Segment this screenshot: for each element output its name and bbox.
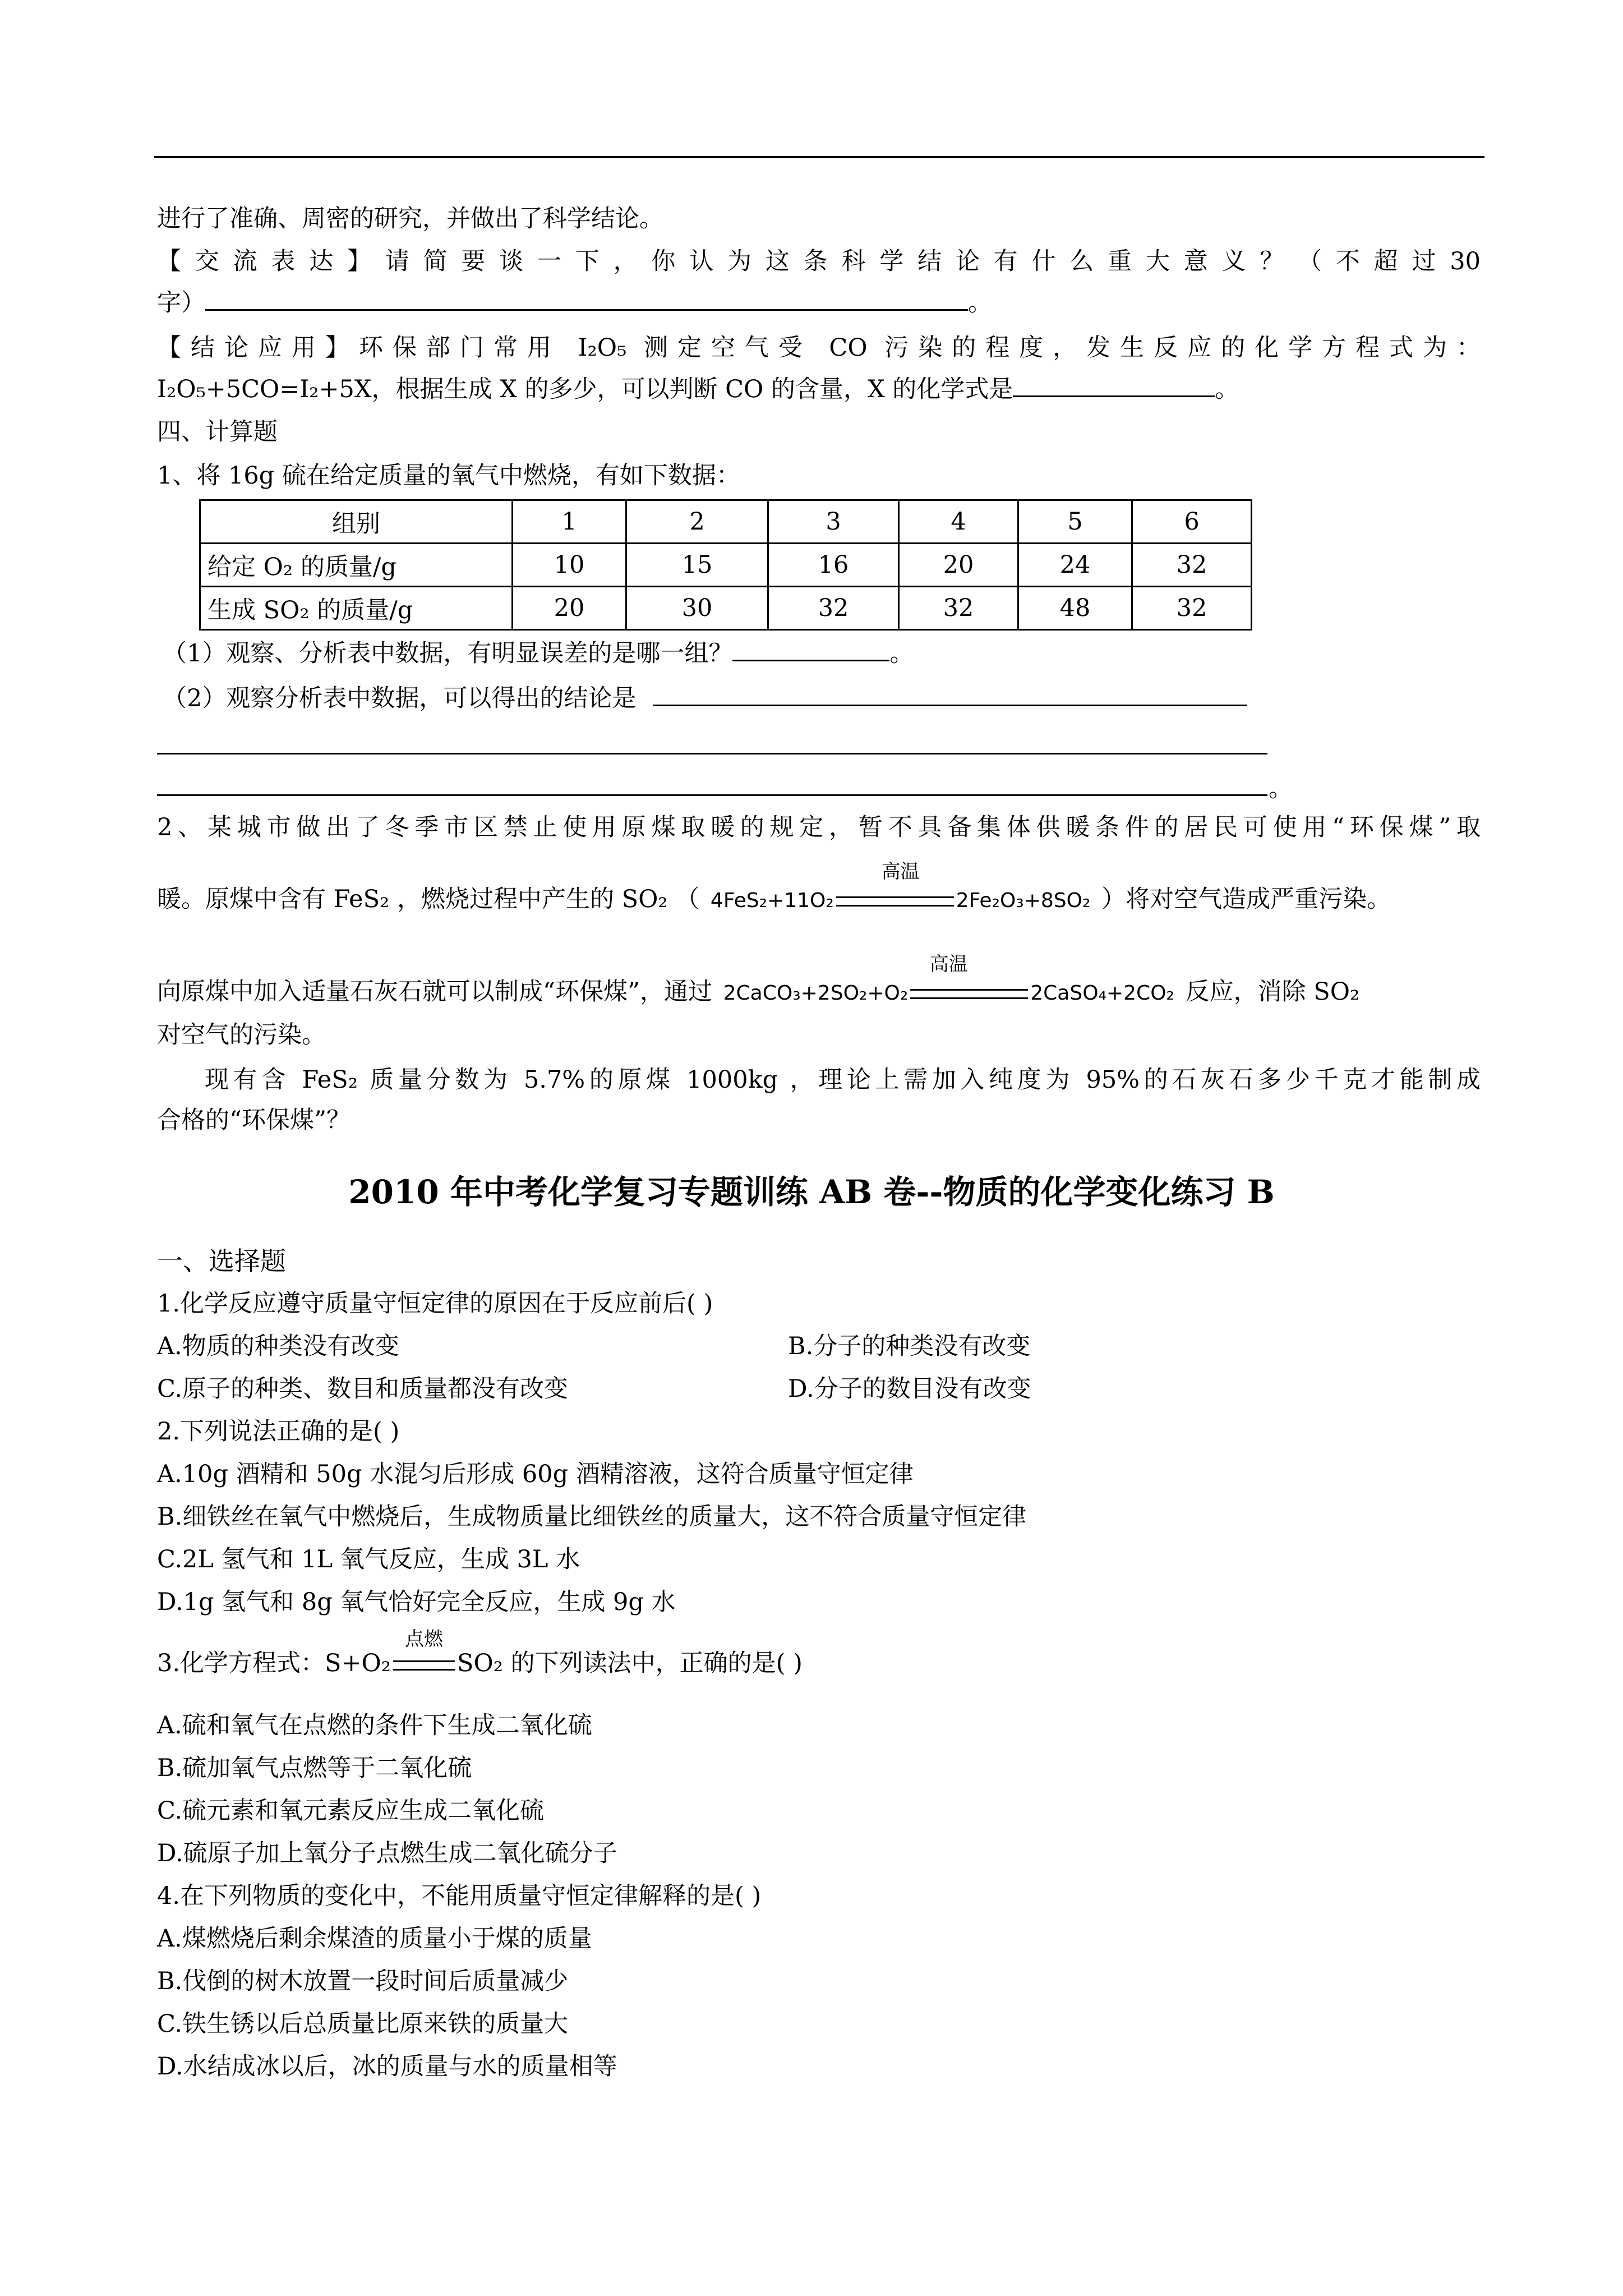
chemical-equation: 高温 4FeS₂+11O₂ 2Fe₂O₃+8SO₂ (710, 861, 1091, 912)
table-row (200, 544, 1252, 587)
question: 2.下列说法正确的是( ) (157, 1418, 400, 1446)
table-row-label: 生成 SO₂ 的质量/g (200, 587, 513, 630)
table-cell: 32 (1132, 544, 1252, 587)
option: A.硫和氧气在点燃的条件下生成二氧化硫 (157, 1711, 592, 1740)
text-punct: 。 (1269, 775, 1293, 803)
answer-blank[interactable] (653, 682, 1247, 706)
option: B.伐倒的树木放置一段时间后质量减少 (157, 1967, 569, 1995)
equation-line: 向原煤中加入适量石灰石就可以制成“环保煤”，通过 高温 2CaCO₃+2SO₂+O₂ 2CaSO₄+2CO₂ 反应，消除 SO₂ (157, 975, 1359, 1010)
table-cell: 32 (899, 587, 1018, 630)
table-header-cell: 3 (768, 500, 899, 544)
data-table (199, 499, 1252, 631)
table-cell: 32 (1132, 587, 1252, 630)
table-cell: 16 (768, 544, 899, 587)
question: 3.化学方程式：S+O₂ 点燃 SO₂ 的下列读法中，正确的是( ) (157, 1646, 803, 1682)
option: C.硫元素和氧元素反应生成二氧化硫 (157, 1797, 545, 1825)
section-heading: 一、选择题 (157, 1246, 286, 1276)
option: B.分子的种类没有改变 (788, 1332, 1031, 1360)
text-line: 对空气的污染。 (157, 1021, 326, 1049)
question: 1.化学反应遵守质量守恒定律的原因在于反应前后( ) (157, 1290, 713, 1318)
chemical-equation: 高温 2CaCO₃+2SO₂+O₂ 2CaSO₄+2CO₂ (723, 953, 1174, 1005)
text-line: 【交流表达】请简要谈一下，你认为这条科学结论有什么重大意义？（不超过30 (157, 247, 1481, 275)
table-header-cell: 2 (626, 500, 768, 544)
table-cell: 32 (768, 587, 899, 630)
answer-line: （2）观察分析表中数据，可以得出的结论是 (163, 682, 1247, 715)
option: C.2L 氢气和 1L 氧气反应，生成 3L 水 (157, 1545, 580, 1573)
section-heading: 四、计算题 (157, 418, 278, 446)
table-header-cell: 组别 (200, 500, 513, 544)
option: D.水结成冰以后，冰的质量与水的质量相等 (157, 2053, 617, 2081)
option: B.硫加氧气点燃等于二氧化硫 (157, 1754, 472, 1782)
answer-blank[interactable] (732, 637, 889, 661)
answer-blank[interactable] (1013, 373, 1215, 397)
text-line: 现有含 FeS₂ 质量分数为 5.7%的原煤 1000kg ，理论上需加入纯度为 95%的石灰石多少千克才能制成 (205, 1066, 1481, 1094)
table-header-cell: 6 (1132, 500, 1252, 544)
option: B.细铁丝在氧气中燃烧后，生成物质量比细铁丝的质量大，这不符合质量守恒定律 (157, 1503, 1027, 1531)
option: A.物质的种类没有改变 (157, 1332, 399, 1360)
option: A.10g 酒精和 50g 水混匀后形成 60g 酒精溶液，这符合质量守恒定律 (157, 1460, 914, 1488)
text-line: 进行了准确、周密的研究，并做出了科学结论。 (157, 205, 663, 233)
table-row (200, 500, 1252, 544)
text-line: 2、某城市做出了冬季市区禁止使用原煤取暖的规定，暂不具备集体供暖条件的居民可使用“环保煤”取 (157, 813, 1481, 841)
table-cell: 48 (1018, 587, 1132, 630)
header-rule (154, 156, 1484, 158)
table-cell: 20 (513, 587, 626, 630)
table-header-cell: 1 (513, 500, 626, 544)
option: C.原子的种类、数目和质量都没有改变 (157, 1375, 569, 1403)
option: C.铁生锈以后总质量比原来铁的质量大 (157, 2010, 569, 2038)
answer-line: 字） 。 (157, 286, 992, 320)
option: D.1g 氢气和 8g 氧气恰好完全反应，生成 9g 水 (157, 1588, 676, 1616)
table-cell: 10 (513, 544, 626, 587)
answer-blank[interactable] (157, 753, 1267, 754)
option: A.煤燃烧后剩余煤渣的质量小于煤的质量 (157, 1925, 592, 1953)
table-cell: 30 (626, 587, 768, 630)
equation-arrow (836, 896, 954, 907)
answer-line: I₂O₅+5CO=I₂+5X，根据生成 X 的多少，可以判断 CO 的含量，X 的化学式是 。 (157, 372, 1239, 406)
question-stem: 1、将 16g 硫在给定质量的氧气中燃烧，有如下数据： (157, 462, 740, 490)
text-line: 【结论应用】环保部门常用 I₂O₅ 测定空气受 CO 污染的程度，发生反应的化学方程式为： (157, 334, 1481, 362)
text-line: 合格的“环保煤”？ (157, 1106, 351, 1134)
table-header-cell: 5 (1018, 500, 1132, 544)
page-title: 2010 年中考化学复习专题训练 AB 卷--物质的化学变化练习 B (348, 1173, 1275, 1211)
answer-blank[interactable] (157, 794, 1267, 796)
table-cell: 20 (899, 544, 1018, 587)
option: D.分子的数目没有改变 (788, 1375, 1031, 1403)
reaction-arrow: 点燃 (391, 1648, 457, 1682)
answer-blank[interactable] (205, 287, 968, 311)
equation-arrow (910, 989, 1028, 999)
table-header-cell: 4 (899, 500, 1018, 544)
equation-arrow (393, 1660, 455, 1671)
table-cell: 24 (1018, 544, 1132, 587)
equation-line: 暖。原煤中含有 FeS₂ ，燃烧过程中产生的 SO₂ （ 高温 4FeS₂+11O₂ 2Fe₂O₃+8SO₂ ）将对空气造成严重污染。 (157, 882, 1391, 918)
answer-line: （1）观察、分析表中数据，有明显误差的是哪一组？ 。 (163, 637, 914, 670)
table-cell: 15 (626, 544, 768, 587)
option: D.硫原子加上氧分子点燃生成二氧化硫分子 (157, 1839, 617, 1867)
table-row-label: 给定 O₂ 的质量/g (200, 544, 513, 587)
question: 4.在下列物质的变化中，不能用质量守恒定律解释的是( ) (157, 1882, 762, 1910)
table-row (200, 587, 1252, 630)
